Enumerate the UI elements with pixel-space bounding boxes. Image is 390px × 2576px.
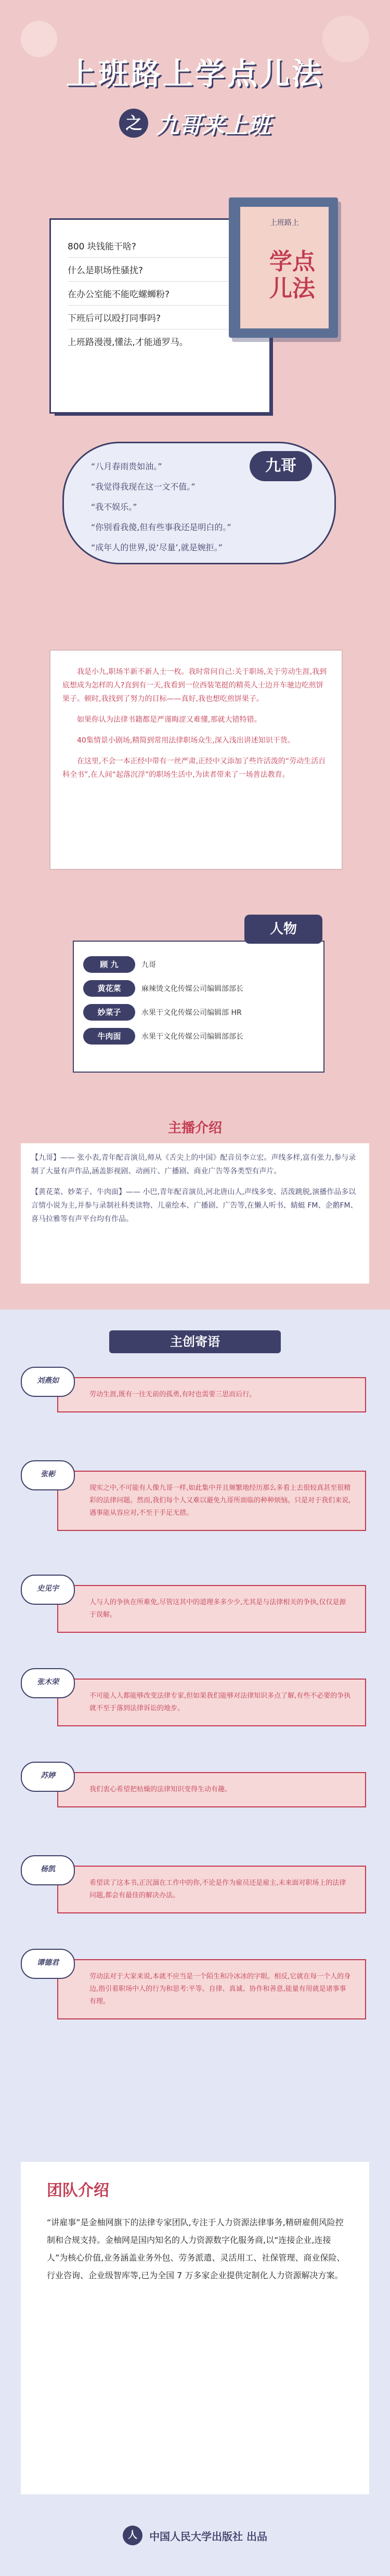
character-role: 麻辣烫文化传媒公司编辑部部长 [141,985,243,993]
creator-text: 希望读了这本书,正沉湎在工作中的你,不论是作为雇员还是雇主,未来面对职场上的法律问题,都会有最佳的解决办法。 [89,1879,346,1899]
story-paragraph: 在这里,不会一本正经中带有一丝严肃,正经中又添加了些许活泼的“劳动生活百科全书”,在人间“起落沉浮”的职场生活中,为读者带来了一场普法教育。 [62,757,326,779]
character-name: 妙菜子 [83,1004,135,1021]
subtitle-circle: 之 [119,109,148,138]
creator-card [57,1866,366,1913]
character-role: 水果干文化传媒公司编辑部 HR [141,1009,242,1017]
question-item: 上班路漫漫,懂法,才能通罗马。 [68,337,188,348]
character-name: 牛肉面 [83,1028,135,1045]
story-paragraph: 我是小九,职场半新不新人士一枚。我时常问自己:关于职场,关于劳动生涯,我到底想成为怎样的人?直到有一天,我看到一位西装笔挺的精英人士边开车驰边吃煎饼果子。顿时,我找到了努力的目标——真好,我也想吃煎饼果子。 [62,668,327,703]
team-text: “讲雇事”是金柚网旗下的法律专家团队,专注于人力资源法律事务,精研雇佣风险控制和合规支持。金柚网是国内知名的人力资源数字化服务商,以“连接企业,连接人”为核心价值,业务涵盖业务外包、劳务派遣、灵活用工、社保管理、商业保险、行业咨询、企业级智库等,已为全国 7 万多家企业提供定制化人力资源解决方案。 [47,2217,345,2280]
story-section [0,592,390,889]
team-card [21,2162,369,2494]
creator-badge: 杨凯 [21,1855,75,1885]
creators-title: 主创寄语 [109,1330,281,1353]
footer-text: 中国人民大学出版社 出品 [149,2530,268,2543]
creator-card [57,1471,366,1531]
creator-text: 不可能人人都能够改变法律专家,但如果我们能够对法律知识多点了解,有些不必要的争执就不至于落到法律诉讼的地步。 [89,1692,351,1712]
intro-section [0,171,390,442]
creator-badge: 苏婷 [21,1762,75,1792]
creator-card [57,1772,366,1807]
quote-lines [91,460,289,561]
creator-badge: 史见宇 [21,1575,75,1605]
creator-text: 人与人的争执在所难免,尽管这其中的道理多多少少,尤其是与法律相关的争执,仅仅是源于误解。 [89,1599,346,1619]
page-subtitle: 九哥来上班 [156,112,271,139]
subtitle-row [0,107,390,140]
creators-section [0,1310,390,2131]
character-role: 九哥 [141,961,156,969]
question-item: 在办公室能不能吃螺蛳粉? [68,282,255,306]
creator-badge: 张木荣 [21,1668,75,1698]
character-name: 顾 九 [83,956,135,973]
quote-line: “成年人的世界,说‘尽量’,就是婉拒。” [91,543,223,552]
footer [0,2526,390,2545]
question-item: 下班后可以殴打同事吗? [68,306,255,329]
characters-list [83,956,312,1052]
host-paragraph: 【黄花菜、妙菜子、牛肉面】—— 小巴,青年配音演员,河北唐山人,声线多变、活泼跳脱,演播作品多以言情小说为主,并参与录制社科类读物、儿童绘本、广播剧、广告等,在懒人听书、蜻蜓 FM、企鹅FM、喜马拉雅等有声平台均有作品。 [31,1188,358,1223]
character-row [83,1004,312,1021]
quote-line: “我不娱乐。” [91,502,137,512]
creator-text: 现实之中,不可能有人像九哥一样,如此集中并且频繁地经历那么多看上去很较真甚至很精彩的法律问题。然而,我们每个人又难以避免九哥所面临的种种烦恼。只是对于我们来说,遇事能从容应对,不至于手足无措。 [89,1484,351,1517]
question-item: 什么是职场性骚扰? [68,258,255,282]
creator-text: 劳动法对于大家来说,本就不应当是一个陌生和冷冰冰的字眼。相反,它就在每一个人的身边,指引着职场中人的行为和思考:平等、自律、真诚、协作和善意,能量有用就是诸事事有理。 [89,1973,351,2005]
creator-badge: 谭德君 [21,1949,75,1979]
creator-card [57,1585,366,1633]
character-row [83,1028,312,1045]
publisher-logo-icon: 人 [123,2526,142,2545]
book-cover-inner [240,207,329,328]
creator-text: 我们衷心希望把枯燥的法律知识变得生动有趣。 [89,1786,232,1793]
character-role: 水果干文化传媒公司编辑部部长 [141,1033,243,1041]
hosts-section [0,1091,390,1299]
team-section [0,2131,390,2576]
creator-text: 劳动生涯,既有一往无前的孤勇,有时也需要三思而后行。 [89,1391,256,1398]
hosts-text [31,1151,359,1233]
quote-name-tag: 九哥 [250,451,312,481]
quote-line: “八月春雨贵如油。” [91,461,162,471]
quote-line: “你别看我傻,但有些事我还是明白的。” [91,522,231,532]
characters-title: 人物 [244,915,322,944]
question-item: 800 块钱能干啥? [68,234,255,258]
creator-card [57,1959,366,2019]
quote-line: “我觉得我现在这一文不值。” [91,482,196,492]
characters-section [0,883,390,1117]
host-paragraph: 【九哥】—— 张小表,青年配音演员,师从《舌尖上的中国》配音员李立宏。声线多样,富有张力,参与录制了大量有声作品,涵盖影视剧、动画片、广播剧、商业广告等各类型有声片。 [31,1154,356,1175]
creator-card [57,1377,366,1412]
story-text [62,665,328,789]
creator-badge: 刘燕如 [21,1367,75,1397]
creator-badge: 张彬 [21,1460,75,1490]
header [0,0,390,156]
character-row [83,956,312,973]
page-title: 上班路上学点儿法 [66,56,324,91]
character-name: 黄花菜 [83,980,135,997]
character-row [83,980,312,997]
book-cover [229,197,338,338]
team-title: 团队介绍 [47,2182,109,2200]
question-list [68,234,255,353]
hosts-title: 主播介绍 [167,1120,222,1136]
story-paragraph: 如果你认为法律书籍都是严谨晦涩又难懂,那就大错特错。 [77,716,262,724]
story-paragraph: 40集情景小剧场,精简到常用法律职场众生,深入浅出讲述知识干货。 [77,736,295,745]
book-cover-top: 上班路上 [270,219,299,227]
book-cover-title: 学点儿法 [269,248,315,302]
creator-card [57,1679,366,1726]
quote-section [0,431,390,577]
